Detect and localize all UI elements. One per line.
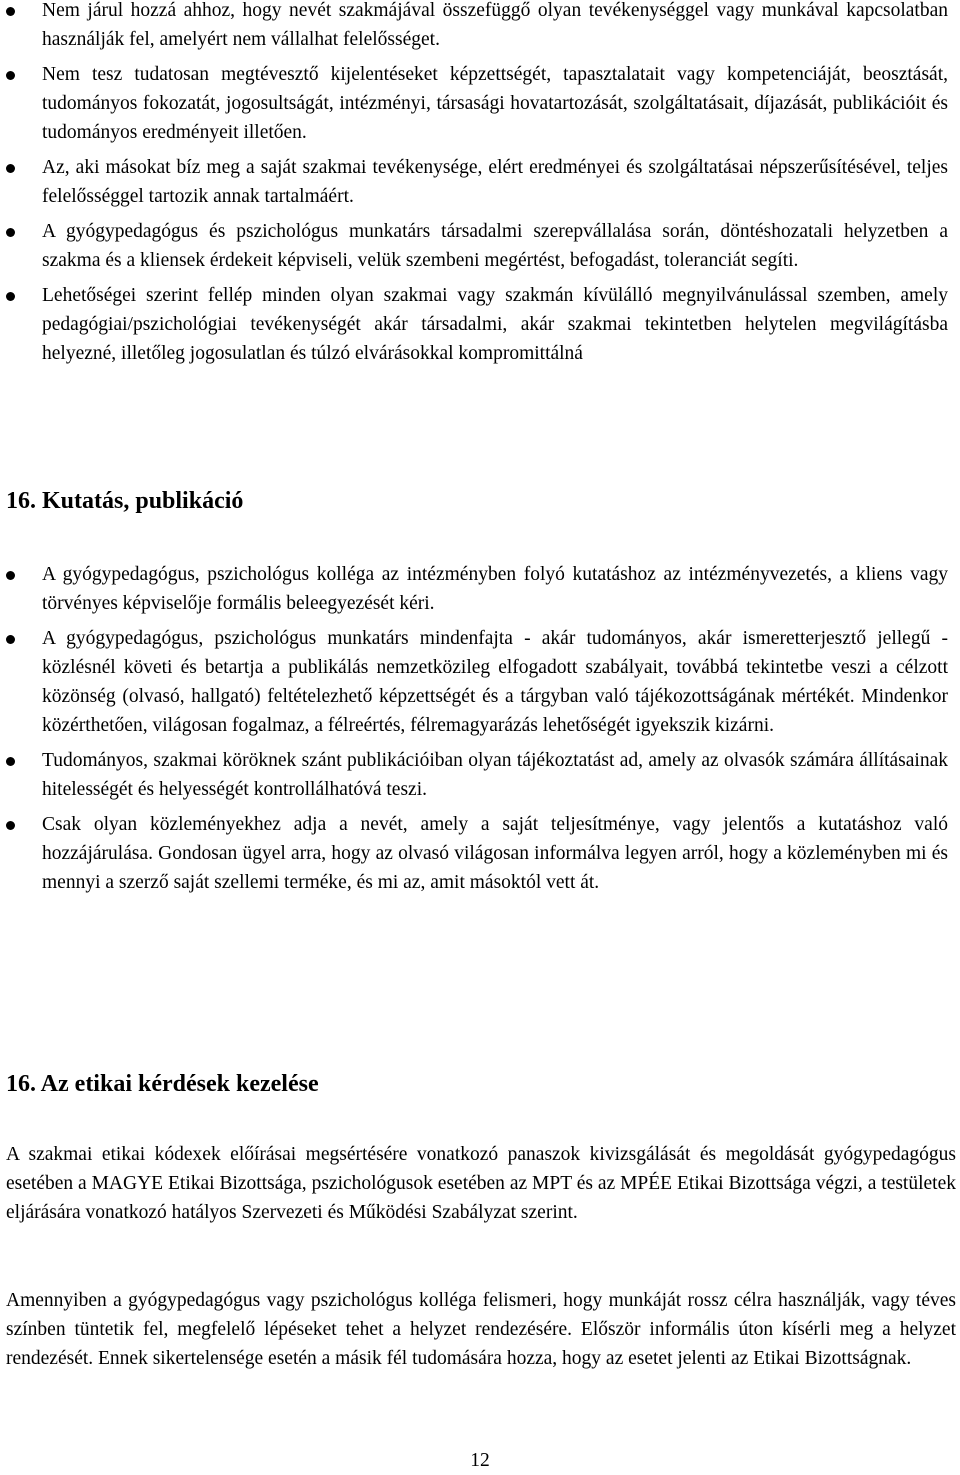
bullet-icon (6, 635, 15, 644)
list-item (0, 746, 954, 804)
list-item (0, 810, 954, 897)
list-item-text: Csak olyan közleményekhez adja a nevét, amely a saját teljesítménye, vagy jelentős a kutatáshoz való hozzájárulása. Gondosan ügyel arra, hogy az olvasó világosan informálva legyen arról, hogy a közleményben mi és mennyi a szerző saját szellemi terméke, és mi az, amit másoktól vett át. (42, 814, 948, 893)
list-item (0, 60, 954, 147)
list-item (0, 624, 954, 740)
page-number: 12 (470, 1450, 490, 1471)
bullet-icon (6, 7, 15, 16)
bullet-list-section-15 (0, 0, 954, 374)
list-item (0, 281, 954, 368)
paragraph-misuse: Amennyiben a gyógypedagógus vagy pszichológus kolléga felismeri, hogy munkáját rossz célra használják, vagy téves színben tüntetik fel, megfelelő lépéseket tehet a helyzet rendezésére. Először informális úton kísérli meg a helyzet rendezését. Ennek sikertelensége esetén a másik fél tudomására hozza, hogy az esetet jelenti az Etikai Bizottságnak. (6, 1290, 956, 1369)
list-item-text: Tudományos, szakmai köröknek szánt publikációiban olyan tájékoztatást ad, amely az olvasók számára állításainak hitelességét és helyességét kontrollálhatóvá teszi. (42, 750, 948, 800)
list-item-text: Lehetőségei szerint fellép minden olyan szakmai vagy szakmán kívülálló megnyilvánulással szemben, amely pedagógiai/pszichológiai tevékenységét akár társadalmi, akár szakmai tekintetben helytelen megvilágításba helyezné, illetőleg jogosulatlan és túlzó elvárásokkal kompromittálná (42, 285, 948, 364)
list-item-text: Az, aki másokat bíz meg a saját szakmai tevékenysége, elért eredményei és szolgáltatásai népszerűsítésével, teljes felelősséggel tartozik annak tartalmáért. (42, 157, 948, 207)
list-item-text: A gyógypedagógus, pszichológus munkatárs mindenfajta - akár tudományos, akár ismeretterjesztő jellegű - közlésnél követi és betartja a publikálás nemzetközileg elfogadott szabályait, továbbá tekintetbe veszi a célzott közönség (olvasó, hallgató) feltételezhető képzettségét és a tárgyban való tájékozottságának mértékét. Mindenkor közérthetően, világosan fogalmaz, a félreértés, félremagyarázás lehetőségét igyekszik kizárni. (42, 628, 948, 736)
paragraph-complaints: A szakmai etikai kódexek előírásai megsértésére vonatkozó panaszok kivizsgálását és megoldását gyógypedagógus esetében a MAGYE Etikai Bizottsága, pszichológusok esetében az MPT és az MPÉE Etikai Bizottsága végzi, a testületek eljárására vonatkozó hatályos Szervezeti és Működési Szabályzat szerint. (6, 1144, 956, 1223)
section-heading-etikai: 16. Az etikai kérdések kezelése (6, 1071, 319, 1097)
list-item (0, 217, 954, 275)
list-item (0, 153, 954, 211)
bullet-icon (6, 571, 15, 580)
bullet-icon (6, 228, 15, 237)
list-item-text: Nem tesz tudatosan megtévesztő kijelentéseket képzettségét, tapasztalatait vagy kompetenciáját, beosztását, tudományos fokozatát, jogosultságát, intézményi, társasági hovatartozását, szolgáltatásait, díjazását, publikációit és tudományos eredményeit illetően. (42, 64, 948, 143)
bullet-list-section-16 (0, 560, 954, 903)
bullet-icon (6, 757, 15, 766)
list-item-text: Nem járul hozzá ahhoz, hogy nevét szakmájával összefüggő olyan tevékenységgel vagy munkával kapcsolatban használják fel, amelyért nem vállalhat felelősséget. (42, 0, 948, 50)
bullet-icon (6, 71, 15, 80)
list-item (0, 560, 954, 618)
bullet-icon (6, 821, 15, 830)
section-heading-kutatas: 16. Kutatás, publikáció (6, 488, 244, 514)
bullet-icon (6, 164, 15, 173)
bullet-icon (6, 292, 15, 301)
list-item (0, 0, 954, 54)
list-item-text: A gyógypedagógus és pszichológus munkatárs társadalmi szerepvállalása során, döntéshozatali helyzetben a szakma és a kliensek érdekeit képviseli, velük szembeni megértést, befogadást, toleranciát segíti. (42, 221, 948, 271)
list-item-text: A gyógypedagógus, pszichológus kolléga az intézményben folyó kutatáshoz az intézményvezetés, a kliens vagy törvényes képviselője formális beleegyezését kéri. (42, 564, 948, 614)
